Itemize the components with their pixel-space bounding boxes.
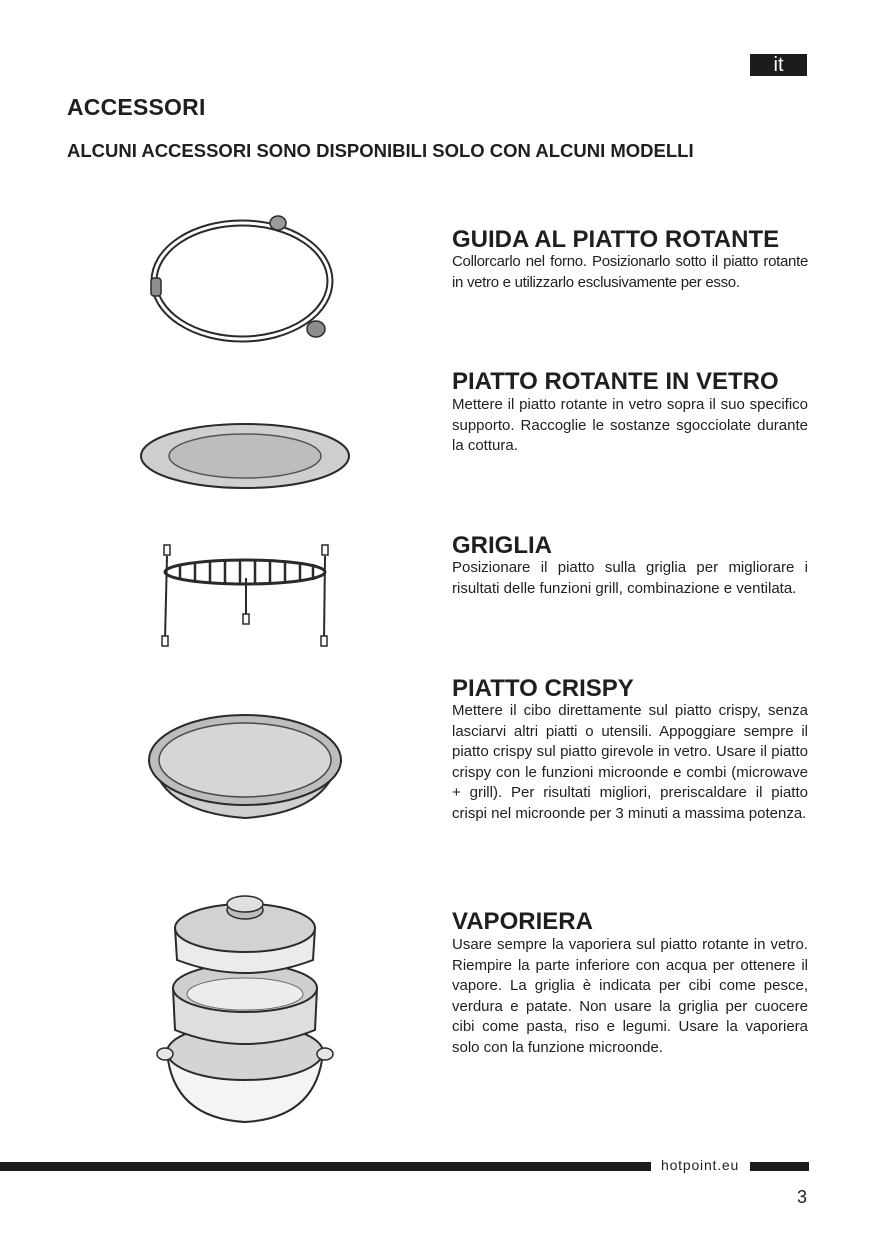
glass-turntable-illustration — [135, 410, 355, 500]
page-title: ACCESSORI — [67, 94, 206, 120]
footer-divider-right — [750, 1162, 809, 1171]
turntable-support-ring-illustration — [140, 208, 340, 348]
section-text: Mettere il cibo direttamente sul piatto crispy, senza lasciarvi altri piatti o utensili. Appoggiare sempre il piatto crispy sul piatto girevole in vetro. Usare il piatto crispy con le funzioni microonde e combi (microwave + grill). Per risultati migliori, preriscaldare il piatto crispi nel microonde per 3 minuti a massima potenza. — [452, 702, 808, 822]
section-text: Posizionare il piatto sulla griglia per migliorare i risultati delle funzioni grill, combinazione e ventilata. — [452, 559, 808, 597]
section-text: Mettere il piatto rotante in vetro sopra il suo specifico supporto. Raccoglie le sostanze sgocciolate durante la cottura. — [452, 396, 808, 454]
wire-grill-rack-illustration — [150, 538, 340, 653]
section-title: PIATTO ROTANTE IN VETRO — [452, 368, 779, 395]
section-title: PIATTO CRISPY — [452, 675, 634, 702]
section-title: VAPORIERA — [452, 908, 593, 935]
footer-divider-left — [0, 1162, 651, 1171]
section-text: Usare sempre la vaporiera sul piatto rotante in vetro. Riempire la parte inferiore con acqua per ottenere il vapore. La griglia è indicata per cibi come pesce, verdura e patate. Non usare la griglia per cuocere cibi come pasta, riso e legumi. Usare la vaporiera solo con la funzione microonde. — [452, 936, 808, 1056]
steamer-illustration — [155, 890, 335, 1130]
crispy-plate-illustration — [140, 710, 350, 830]
section-text: Collorcarlo nel forno. Posizionarlo sotto il piatto rotante in vetro e utilizzarlo esclusivamente per esso. — [452, 253, 808, 291]
page-subtitle: ALCUNI ACCESSORI SONO DISPONIBILI SOLO CON ALCUNI MODELLI — [67, 140, 694, 161]
language-badge: it — [750, 54, 807, 76]
section-title: GUIDA AL PIATTO ROTANTE — [452, 226, 780, 253]
footer-website: hotpoint.eu — [661, 1157, 740, 1173]
page-number: 3 — [797, 1187, 808, 1207]
section-title: GRIGLIA — [452, 532, 552, 559]
